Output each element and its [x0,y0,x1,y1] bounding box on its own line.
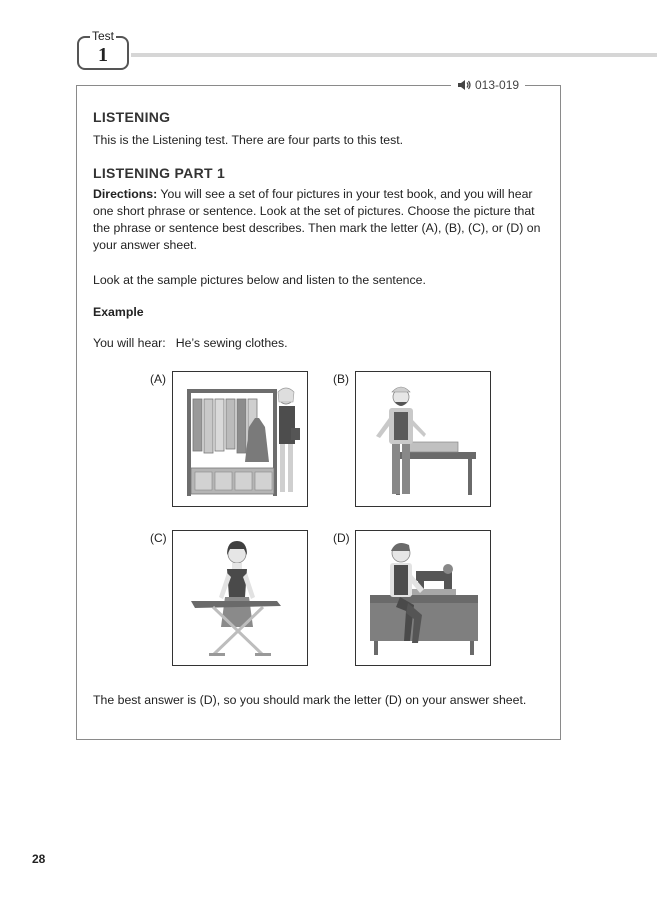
directions-label: Directions: [93,187,158,201]
option-b-picture [355,371,491,507]
example-heading: Example [93,305,144,319]
test-tab-number: 1 [98,44,108,66]
option-a-picture [172,371,308,507]
option-c-label: (C) [150,531,167,545]
option-c-picture [172,530,308,666]
clothing-rack-picture [173,372,307,506]
you-will-hear-line [93,335,548,352]
test-tab-label: Test [91,29,114,43]
part1-heading: LISTENING PART 1 [93,165,226,181]
option-d-picture [355,530,491,666]
carpenter-at-table-picture [356,372,490,506]
man-sewing-picture [356,531,490,665]
you-will-hear-text: He’s sewing clothes. [175,336,288,350]
page-number: 28 [32,852,46,866]
audio-track-range: 013-019 [475,78,520,92]
listening-content [93,108,548,352]
listening-heading: LISTENING [93,109,171,125]
audio-track-reference [451,77,525,93]
part1-directions [93,186,548,254]
option-b-label: (B) [333,372,349,386]
option-d-label: (D) [333,531,350,545]
answer-explanation: The best answer is (D), so you should mark the letter (D) on your answer sheet. [93,693,527,707]
header-rule [131,53,657,57]
part1-instruction: Look at the sample pictures below and listen to the sentence. [93,273,426,287]
option-a-label: (A) [150,372,166,386]
you-will-hear-label: You will hear: [93,336,166,350]
woman-ironing-picture [173,531,307,665]
listening-intro: This is the Listening test. There are four parts to this test. [93,133,404,147]
speaker-icon [457,79,471,91]
test-tab [77,29,129,70]
directions-text: You will see a set of four pictures in your test book, and you will hear one short phrase or sentence. Look at the set of pictures. Choose the picture that the phrase or sentence best describes. Then mark the letter (A), (B), (C), or (D) on your answer sheet. [93,187,541,252]
